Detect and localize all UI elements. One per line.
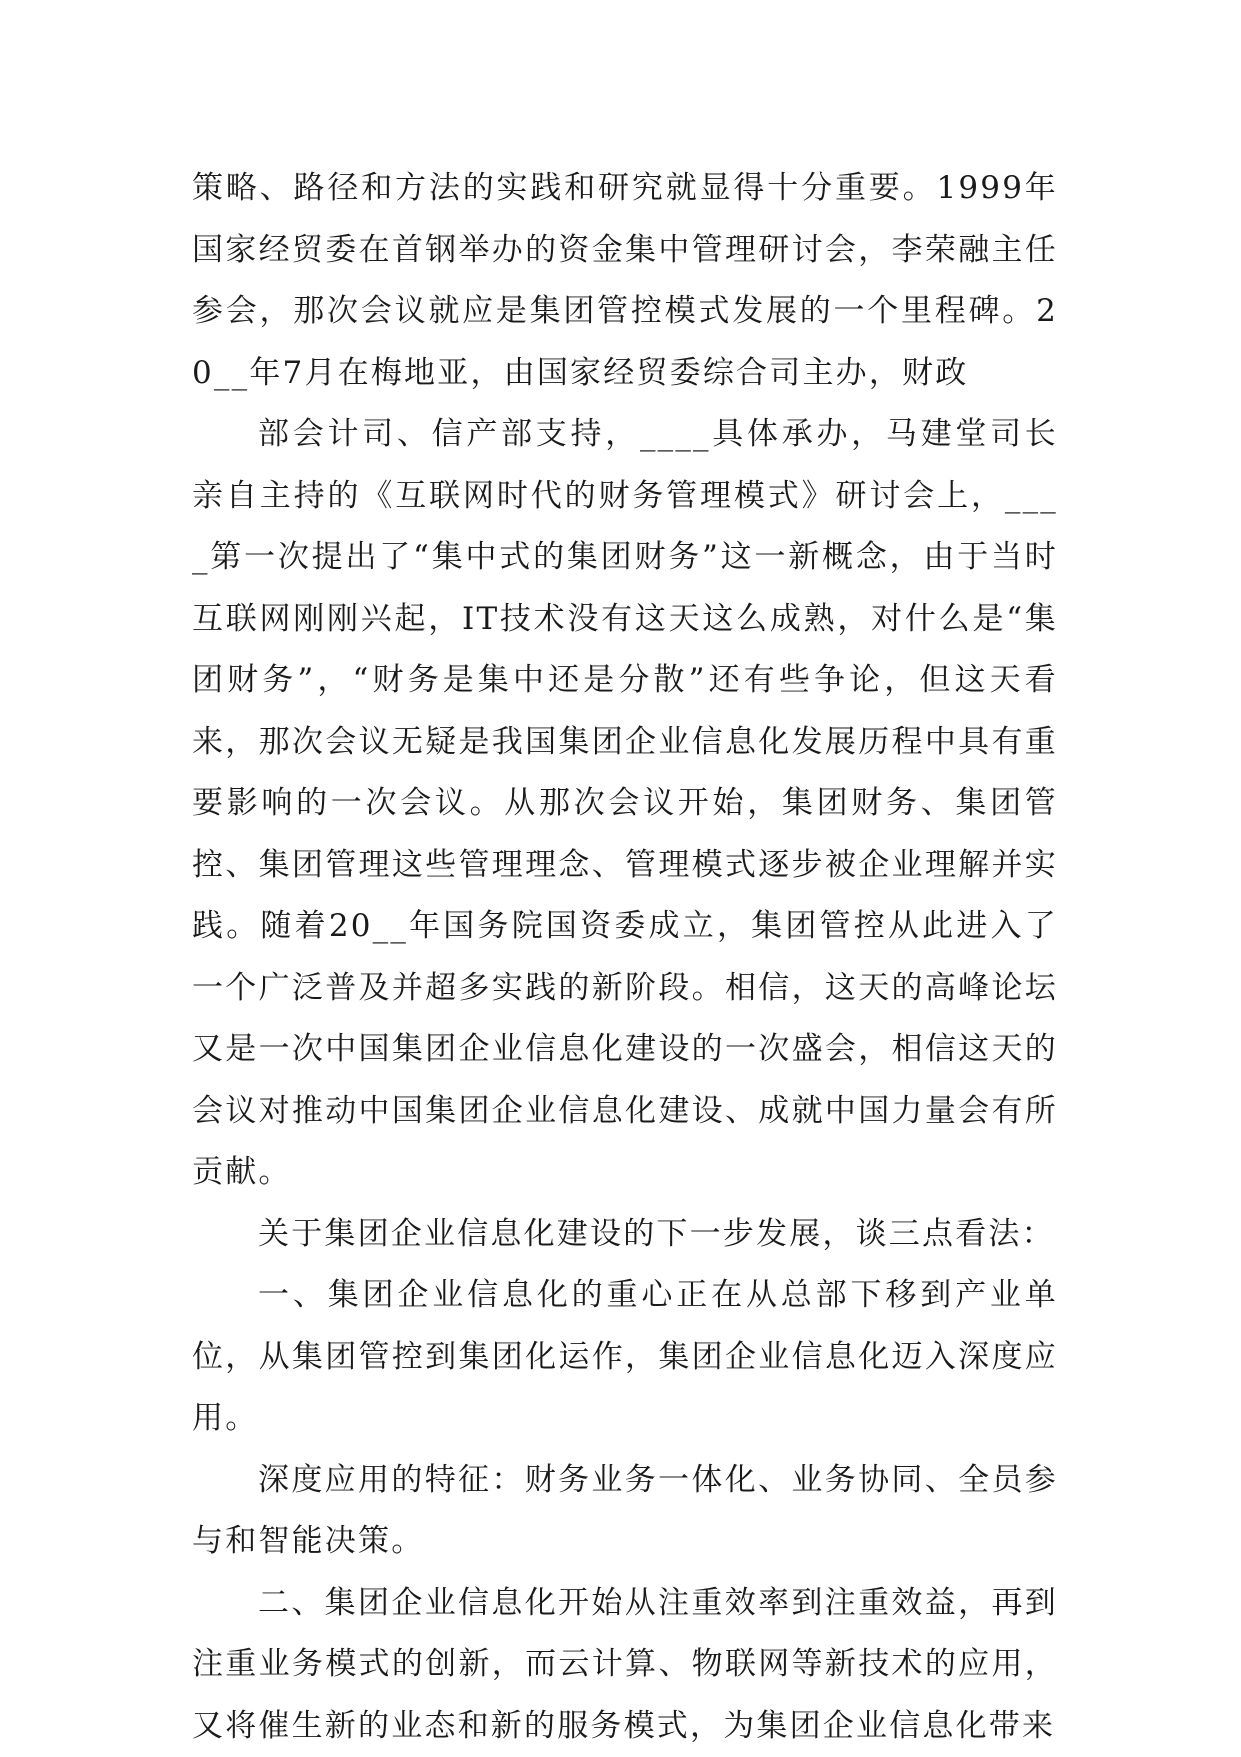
body-text — [192, 158, 1058, 1757]
paragraph-3: 关于集团企业信息化建设的下一步发展，谈三点看法： — [192, 1204, 1058, 1266]
paragraph-5: 深度应用的特征：财务业务一体化、业务协同、全员参与和智能决策。 — [192, 1450, 1058, 1573]
paragraph-1: 策略、路径和方法的实践和研究就显得十分重要。1999年国家经贸委在首钢举办的资金集中管理研讨会，李荣融主任参会，那次会议就应是集团管控模式发展的一个里程碑。20__年7月在梅地亚，由国家经贸委综合司主办，财政 — [192, 158, 1058, 404]
paragraph-4: 一、集团企业信息化的重心正在从总部下移到产业单位，从集团管控到集团化运作，集团企业信息化迈入深度应用。 — [192, 1265, 1058, 1450]
paragraph-2: 部会计司、信产部支持，____具体承办，马建堂司长亲自主持的《互联网时代的财务管理模式》研讨会上，____第一次提出了“集中式的集团财务”这一新概念，由于当时互联网刚刚兴起，IT技术没有这天这么成熟，对什么是“集团财务”，“财务是集中还是分散”还有些争论，但这天看来，那次会议无疑是我国集团企业信息化发展历程中具有重要影响的一次会议。从那次会议开始，集团财务、集团管控、集团管理这些管理理念、管理模式逐步被企业理解并实践。随着20__年国务院国资委成立，集团管控从此进入了一个广泛普及并超多实践的新阶段。相信，这天的高峰论坛又是一次中国集团企业信息化建设的一次盛会，相信这天的会议对推动中国集团企业信息化建设、成就中国力量会有所贡献。 — [192, 404, 1058, 1204]
paragraph-6: 二、集团企业信息化开始从注重效率到注重效益，再到注重业务模式的创新，而云计算、物联网等新技术的应用，又将催生新的业态和新的服务模式，为集团企业信息化带来 — [192, 1573, 1058, 1757]
